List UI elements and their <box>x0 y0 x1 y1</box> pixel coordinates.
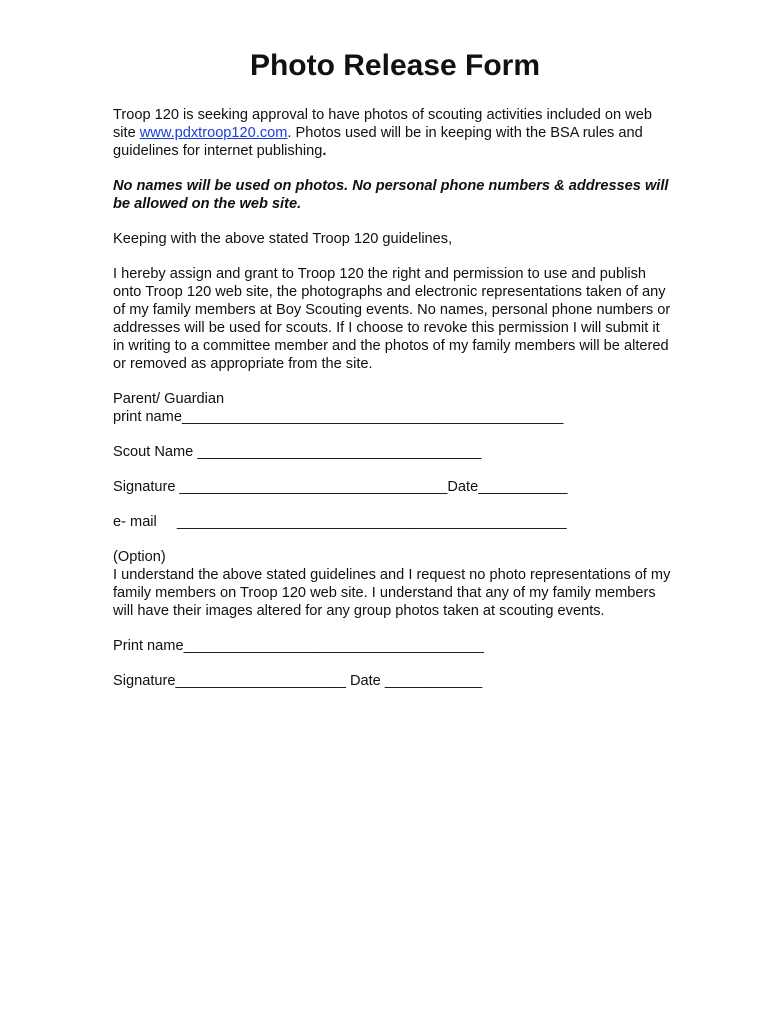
print-name-field[interactable]: print name_______________________________________________ <box>113 409 564 425</box>
intro-paragraph <box>113 106 673 160</box>
scout-name-field[interactable]: Scout Name ___________________________________ <box>113 444 482 460</box>
option-signature-date-field[interactable]: Signature_____________________ Date ____________ <box>113 673 483 689</box>
option-paragraph: I understand the above stated guidelines and I request no photo representations of my family members on Troop 120 web site. I understand that any of my family members will have their images altered for any group photos taken at scouting events. <box>113 567 671 619</box>
parent-guardian-block <box>113 390 673 426</box>
intro-text-before-link: Troop 120 is seeking approval to have photos of scouting activities included on web site <box>113 107 652 141</box>
option-label: (Option) <box>113 549 166 565</box>
intro-text-after-link: . Photos used will be in keeping with the BSA rules and guidelines for internet publishing <box>113 125 643 159</box>
page-title: Photo Release Form <box>249 49 541 82</box>
form-body <box>113 106 673 707</box>
email-field[interactable]: e- mail ________________________________________________ <box>113 514 567 530</box>
signature-date-field[interactable]: Signature _________________________________Date___________ <box>113 479 568 495</box>
option-print-name-field[interactable]: Print name_____________________________________ <box>113 638 484 654</box>
option-block <box>113 548 673 620</box>
assignment-paragraph: I hereby assign and grant to Troop 120 the right and permission to use and publish onto Troop 120 web site, the photographs and electronic representations taken of any of my family members at Boy Scouting events. No names, personal phone numbers or addresses will be used for scouts. If I choose to revoke this permission I will submit it in writing to a committee member and the photos of my family members will be altered or removed as appropriate from the site. <box>113 266 671 372</box>
troop-website-link[interactable]: www.pdxtroop120.com <box>139 125 288 141</box>
guidelines-statement: Keeping with the above stated Troop 120 guidelines, <box>113 231 453 247</box>
intro-end-punct: . <box>322 143 327 159</box>
parent-guardian-label: Parent/ Guardian <box>113 391 225 407</box>
privacy-notice: No names will be used on photos. No personal phone numbers & addresses will be allowed on the web site. <box>113 178 669 212</box>
